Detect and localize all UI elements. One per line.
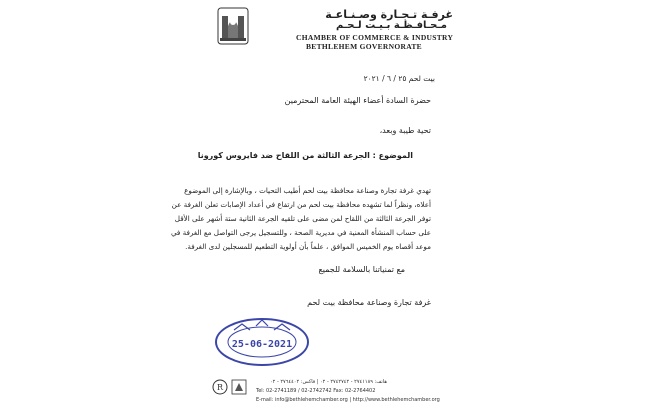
- letter-body-line: أعلاه، ونظراً لما تشهده محافظة بيت لحم من ارتفاع في أعداد الإصابات تعلن الغرفة عن: [171, 200, 431, 209]
- letterhead-english-line1: CHAMBER OF COMMERCE & INDUSTRY: [296, 33, 454, 42]
- letter-body-line: موعد أقصاه يوم الخميس الموافق ، علماً بأن أولوية التطعيم للمسجلين لدى الغرفة.: [185, 242, 431, 251]
- footer-logos-icon: [212, 378, 252, 396]
- svg-text:R: R: [216, 383, 224, 392]
- letterhead-arabic-line1: غرفـة تـجـارة وصـنـاعـة: [325, 8, 453, 21]
- stamp-date: 25-06-2021: [231, 339, 293, 350]
- chamber-logo-icon: [216, 6, 250, 48]
- letter-recipient: حضرة السادة أعضاء الهيئة العامة المحترمين: [284, 96, 431, 105]
- footer-phone: Tel: 02-2741189 / 02-2742742 Fax: 02-2764402: [256, 388, 376, 394]
- letter-body-line: توفر الجرعة الثالثة من اللقاح لمن مضى على تلقيه الجرعة الثانية ستة أشهر على الأقل: [174, 214, 431, 223]
- letter-closing: مع تمنياتنا بالسلامة للجميع: [318, 265, 405, 274]
- letter-subject: الموضوع : الجرعة الثالثة من اللقاح ضد فايروس كورونا: [197, 151, 413, 160]
- letter-page: [170, 0, 465, 420]
- letterhead-arabic-line2: مـحـافـظـة بـيـت لـحـم: [335, 20, 447, 31]
- letter-body-line: على حساب المنشأة المعنية في مديرية الصحة ، وللتسجيل يرجى التواصل مع الغرفة في: [170, 228, 431, 237]
- official-stamp-icon: [212, 316, 312, 368]
- letter-greeting: تحية طيبة وبعد،: [379, 126, 431, 135]
- letter-date: بيت لحم ٢٥ / ٦ / ٢٠٢١: [363, 74, 435, 83]
- letter-body-line: تهدي غرفة تجارة وصناعة محافظة بيت لحم أطيب التحيات ، وبالإشارة إلى الموضوع: [184, 186, 431, 195]
- letter-signature: غرفة تجارة وصناعة محافظة بيت لحم: [307, 298, 431, 307]
- footer-phone-arabic: هاتف: ٢٧٤١١٨٩ - ٢٧٤٢٧٤٢ - ٠٢ | فاكس: ٢٧٦٤٤٠٢ - ٠٢: [270, 379, 387, 385]
- letterhead-english-line2: BETHLEHEM GOVERNORATE: [306, 42, 422, 51]
- footer-contact: E-mail: info@bethlehemchamber.org | http://www.bethlehemchamber.org: [256, 397, 440, 403]
